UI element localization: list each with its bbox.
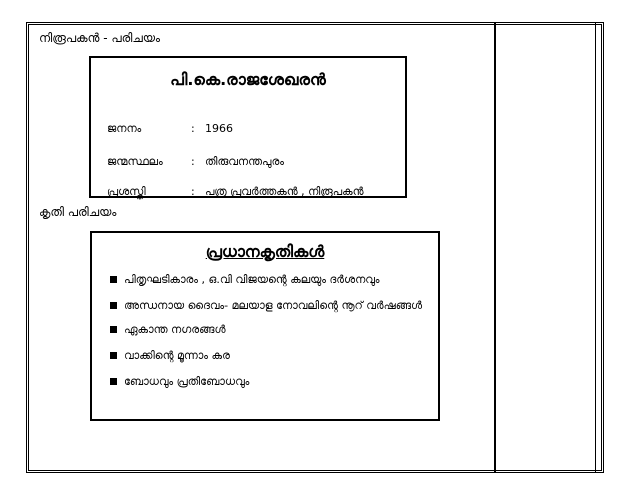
bio-row-birthplace [107, 155, 284, 169]
author-name: പി.കെ.രാജശേഖരൻ [170, 70, 326, 89]
bio-label: പ്രശസ്തി [107, 185, 146, 198]
bio-label: ജനനം [107, 122, 142, 135]
works-list [110, 271, 430, 399]
bio-row-fame [107, 185, 364, 199]
square-bullet-icon [110, 302, 117, 309]
work-title: പിതൃഘടികാരം , ഒ.വി വിജയന്റെ കലയും ദർശനവും [124, 273, 380, 286]
document-table [26, 22, 604, 473]
bio-separator: : [191, 155, 195, 168]
list-item [110, 271, 430, 289]
work-title: ഏകാന്ത നഗരങ്ങൾ [124, 323, 226, 336]
work-title: വാക്കിന്റെ മൂന്നാം കര [124, 349, 230, 362]
works-heading: കൃതി പരിചയം [39, 205, 117, 219]
intro-heading: നിരൂപകൻ - പരിചയം [39, 31, 161, 45]
bio-label: ജന്മസ്ഥലം [107, 155, 163, 168]
square-bullet-icon [110, 352, 117, 359]
bio-separator: : [191, 122, 195, 135]
bio-separator: : [191, 185, 195, 198]
bio-row-birth [107, 122, 233, 136]
work-title: ബോധവും പ്രതിബോധവും [124, 375, 250, 388]
table-right-border [595, 23, 596, 472]
square-bullet-icon [110, 326, 117, 333]
column-divider [494, 23, 496, 472]
list-item [110, 373, 430, 391]
bio-box [89, 56, 407, 198]
work-title: അന്ധനായ ദൈവം- മലയാള നോവലിന്റെ നൂറ് വർഷങ്ങൾ [124, 299, 423, 312]
bio-value: പത്ര പ്രവർത്തകൻ , നിരൂപകൻ [205, 185, 364, 198]
bio-value: തിരുവനന്തപുരം [205, 155, 284, 168]
works-box [90, 231, 440, 421]
list-item [110, 321, 430, 339]
list-item [110, 347, 430, 365]
square-bullet-icon [110, 276, 117, 283]
bio-value: 1966 [205, 122, 233, 135]
square-bullet-icon [110, 378, 117, 385]
works-title: പ്രധാനകൃതികൾ [205, 242, 325, 261]
list-item [110, 297, 430, 315]
